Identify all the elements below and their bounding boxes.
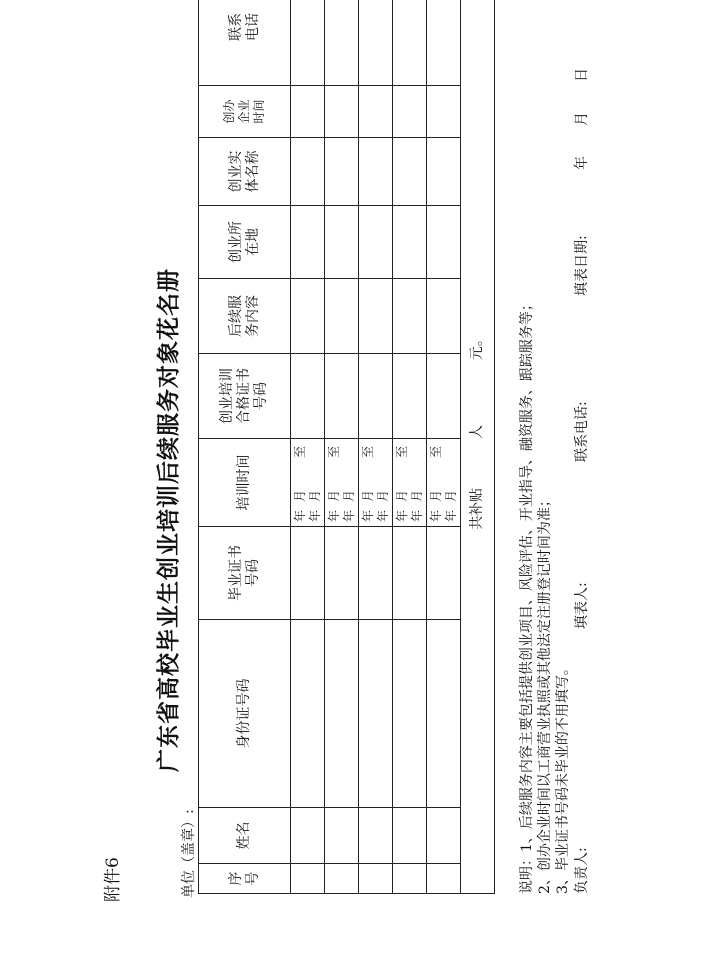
training-month: 月 [308,489,322,502]
table-cell[interactable] [291,620,325,808]
training-year: 年 [293,509,307,522]
training-month: 月 [293,489,307,502]
training-to: 至 [429,445,443,458]
table-cell[interactable] [325,206,359,279]
table-cell[interactable] [427,864,461,894]
training-to: 至 [293,445,307,458]
page-title: 广东省高校毕业生创业培训后续服务对象花名册 [155,268,182,772]
header-entity-name: 创业实体名称 [199,138,291,206]
table-cell[interactable] [291,138,325,206]
table-cell[interactable] [393,354,427,439]
training-year: 年 [395,509,409,522]
note-3: 3、毕业证书号码未毕业的不用填写。 [555,661,571,894]
unit-stamp-label: 单位（盖章）: [181,809,197,898]
table-cell[interactable] [393,86,427,138]
training-month: 月 [342,489,356,502]
table-cell[interactable] [359,279,393,354]
total-cell [461,0,495,894]
attachment-label: 附件6 [103,857,123,902]
header-row [199,0,291,894]
table-cell[interactable] [427,0,461,86]
training-year: 年 [361,509,375,522]
table-cell[interactable] [427,354,461,439]
total-money-unit: 元。 [469,332,485,361]
date-year: 年 [574,156,590,170]
table-cell[interactable] [393,206,427,279]
training-time-cell[interactable] [359,439,393,527]
header-diploma-number: 毕业证书号码 [199,527,291,620]
header-phone: 联系电话 [199,0,291,86]
table-cell[interactable] [325,864,359,894]
table-cell[interactable] [427,620,461,808]
training-month: 月 [429,489,443,502]
training-year: 年 [376,509,390,522]
table-cell[interactable] [291,0,325,86]
fill-date-label: 填表日期: [574,235,590,296]
table-row [393,0,427,894]
table-cell[interactable] [325,279,359,354]
training-month: 月 [376,489,390,502]
contact-phone-label: 联系电话: [574,401,590,462]
training-to: 至 [361,445,375,458]
note-2: 2、创办企业时间以工商营业执照或其他法定注册登记时间为准； [537,493,553,894]
training-year: 年 [342,509,356,522]
note-1: 说明：1、后续服务内容主要包括提供创业项目、风险评估、开业指导、融资服务、跟踪服务等； [519,297,535,894]
table-cell[interactable] [393,527,427,620]
table-cell[interactable] [393,138,427,206]
training-year: 年 [308,509,322,522]
table-cell[interactable] [325,138,359,206]
table-cell[interactable] [325,808,359,864]
header-training-time: 培训时间 [199,439,291,527]
table-cell[interactable] [393,808,427,864]
training-year: 年 [327,509,341,522]
training-year: 年 [410,509,424,522]
table-cell[interactable] [393,620,427,808]
filler-label: 填表人: [574,582,590,629]
table-cell[interactable] [291,279,325,354]
table-row [291,0,325,894]
table-cell[interactable] [427,808,461,864]
header-business-location: 创业所在地 [199,206,291,279]
table-cell[interactable] [291,86,325,138]
header-training-cert: 创业培训合格证书号码 [199,354,291,439]
table-cell[interactable] [359,864,393,894]
table-cell[interactable] [393,864,427,894]
training-month: 月 [327,489,341,502]
total-label: 共补贴 [469,487,485,530]
table-cell[interactable] [427,279,461,354]
header-seq: 序号 [199,864,291,894]
total-row [461,0,495,894]
training-time-cell[interactable] [427,439,461,527]
table-cell[interactable] [359,620,393,808]
training-month: 月 [395,489,409,502]
date-day: 日 [574,68,590,82]
table-cell[interactable] [427,138,461,206]
training-time-cell[interactable] [325,439,359,527]
table-row [427,0,461,894]
training-year: 年 [429,509,443,522]
training-time-cell[interactable] [291,439,325,527]
table-cell[interactable] [359,0,393,86]
table-cell[interactable] [359,354,393,439]
date-month: 月 [574,112,590,126]
table-cell[interactable] [325,86,359,138]
table-cell[interactable] [393,279,427,354]
total-people-unit: 人 [469,425,485,439]
table-cell[interactable] [427,86,461,138]
training-year: 年 [444,509,458,522]
table-row [325,0,359,894]
table-cell[interactable] [325,620,359,808]
responsible-label: 负责人: [574,847,590,894]
header-service-content: 后续服务内容 [199,279,291,354]
training-month: 月 [444,489,458,502]
table-cell[interactable] [291,206,325,279]
training-time-cell[interactable] [393,439,427,527]
training-to: 至 [395,445,409,458]
header-founding-time: 创办企业时间 [199,86,291,138]
table-cell[interactable] [359,138,393,206]
training-to: 至 [327,445,341,458]
training-month: 月 [361,489,375,502]
table-cell[interactable] [291,808,325,864]
table-cell[interactable] [291,354,325,439]
header-name: 姓名 [199,808,291,864]
table-cell[interactable] [325,354,359,439]
table-cell[interactable] [359,808,393,864]
table-cell[interactable] [359,527,393,620]
table-cell[interactable] [325,0,359,86]
table-cell[interactable] [291,527,325,620]
table-row [359,0,393,894]
table-cell[interactable] [427,527,461,620]
table-cell[interactable] [359,86,393,138]
table-cell[interactable] [359,206,393,279]
header-id-number: 身份证号码 [199,620,291,808]
roster-table [198,0,495,894]
table-cell[interactable] [291,864,325,894]
table-cell[interactable] [325,527,359,620]
table-cell[interactable] [393,0,427,86]
training-month: 月 [410,489,424,502]
table-cell[interactable] [427,206,461,279]
